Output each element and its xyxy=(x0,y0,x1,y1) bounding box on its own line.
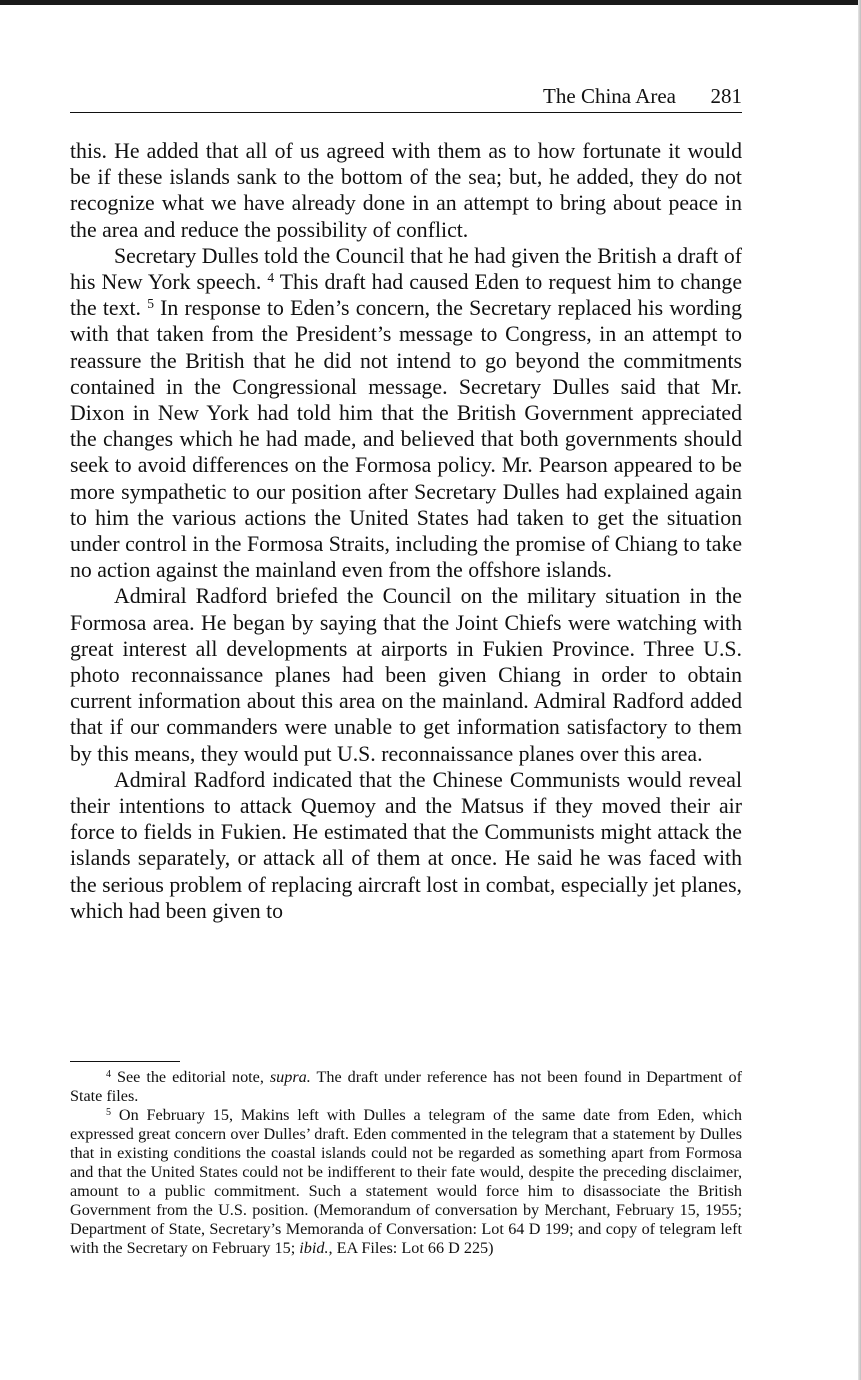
footnote-rule xyxy=(70,1061,180,1062)
running-head-title: The China Area xyxy=(543,84,676,108)
paragraph xyxy=(70,138,742,243)
body-text xyxy=(70,138,742,924)
text-run: See the editorial note, xyxy=(111,1068,270,1086)
footnote-marker: 4 xyxy=(106,1068,112,1080)
footnote xyxy=(70,1106,742,1258)
paragraph xyxy=(70,583,742,766)
text-run: Admiral Radford briefed the Council on the military situation in the Formosa area. He began by saying that the Joint Chiefs were watching with great interest all developments at airports in Fukien Province. Three U.S. photo reconnaissance planes had been given Chiang in order to obtain current information about this area on the mainland. Admiral Radford added that if our commanders were unable to get information satisfactory to them by this means, they would put U.S. reconnaissance planes over this area. xyxy=(70,584,742,766)
footnote xyxy=(70,1068,742,1106)
footnote-marker: 5 xyxy=(147,296,154,312)
footnotes xyxy=(70,1068,742,1258)
text-run: Secretary Dulles told the Council that he had given the British a draft of his New York speech. xyxy=(70,243,742,295)
page-top-border xyxy=(0,0,861,5)
text-run: EA Files: Lot 66 D 225) xyxy=(332,1239,494,1257)
footnote-marker: 4 xyxy=(267,270,275,286)
text-run: Admiral Radford indicated that the Chinese Communists would reveal their intentions to attack Quemoy and the Matsus if they moved their air force to fields in Fukien. He estimated that the Communists might attack the islands separately, or attack all of them at once. He said he was faced with the serious problem of replacing aircraft lost in combat, especially jet planes, which had been given to xyxy=(70,767,742,923)
footnote-marker: 5 xyxy=(106,1106,112,1118)
page-number: 281 xyxy=(710,84,742,108)
text-run: In response to Eden’s concern, the Secretary replaced his wording with that taken from the President’s message to Congress, in an attempt to reassure the British that he did not intend to go beyond the commitments contained in the Congressional message. Secretary Dulles said that Mr. Dixon in New York had told him that the British Government appreciated the changes which he had made, and believed that both governments should seek to avoid differences on the Formosa policy. Mr. Pearson appeared to be more sympathetic to our position after Secretary Dulles had explained again to him the various actions the United States had taken to get the situation under control in the Formosa Straits, including the promise of Chiang to take no action against the mainland even from the offshore islands. xyxy=(70,296,742,583)
text-run: The draft under reference has not been found in Department of State files. xyxy=(70,1068,742,1105)
italic-text: supra. xyxy=(269,1068,311,1086)
running-head xyxy=(70,82,742,113)
italic-text: ibid., xyxy=(299,1239,333,1257)
paragraph xyxy=(70,243,742,584)
text-run: this. He added that all of us agreed with them as to how fortunate it would be if these islands sank to the bottom of the sea; but, he added, they do not recognize what we have already done in an attempt to bring about peace in the area and reduce the possibility of conflict. xyxy=(70,139,742,242)
text-run: On February 15, Makins left with Dulles a telegram of the same date from Eden, which expressed great concern over Dulles’ draft. Eden commented in the telegram that a statement by Dulles that in existing conditions the coastal islands could not be regarded as something apart from Formosa and that the United States could not be indifferent to their fate would, despite the preceding disclaimer, amount to a public commitment. Such a statement would force him to disassociate the British Government from the U.S. position. (Memorandum of conversation by Merchant, February 15, 1955; Department of State, Secretary’s Memoranda of Conversation: Lot 64 D 199; and copy of telegram left with the Secretary on February 15; xyxy=(70,1106,742,1257)
text-run: This draft had caused Eden to request him to change the text. xyxy=(70,270,742,321)
paragraph xyxy=(70,767,742,924)
